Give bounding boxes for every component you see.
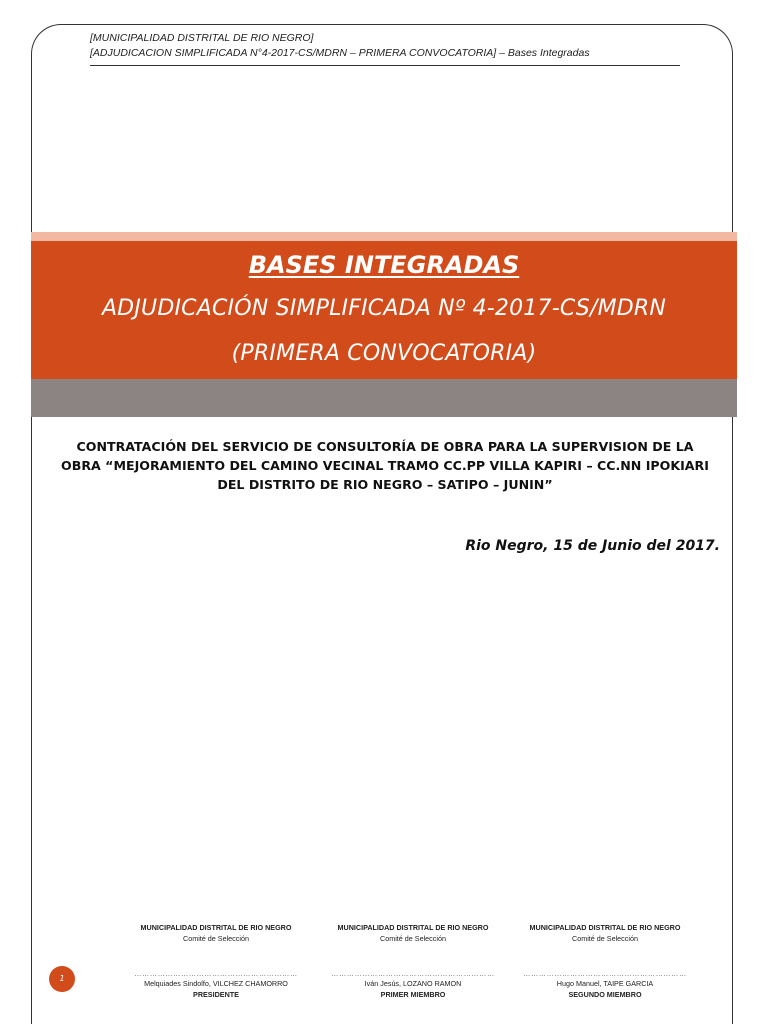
signature-role: PRIMER MIEMBRO: [380, 990, 446, 999]
document-date: Rio Negro, 15 de Junio del 2017.: [465, 538, 720, 554]
contract-description: [34, 437, 736, 494]
procedure-number: ADJUDICACIÓN SIMPLIFICADA Nº 4-2017-CS/MDRN: [101, 296, 667, 321]
signature-org: MUNICIPALIDAD DISTRITAL DE RIO NEGRO: [529, 923, 681, 932]
header-line-1: [MUNICIPALIDAD DISTRITAL DE RIO NEGRO]: [90, 32, 314, 44]
signature-block-first-member: [313, 922, 513, 1000]
signature-committee: Comité de Selección: [183, 934, 249, 943]
description-line-2: OBRA “MEJORAMIENTO DEL CAMINO VECINAL TRAMO CC.PP VILLA KAPIRI – CC.NN IPOKIARI: [61, 458, 709, 473]
signature-line: ………………………………………………………: [331, 969, 495, 978]
page-number-badge: 1: [49, 966, 75, 992]
signature-role: PRESIDENTE: [193, 990, 239, 999]
header-divider: [90, 65, 680, 66]
signature-committee: Comité de Selección: [380, 934, 446, 943]
signature-org: MUNICIPALIDAD DISTRITAL DE RIO NEGRO: [140, 923, 292, 932]
signature-line: ………………………………………………………: [523, 969, 687, 978]
signature-name: Iván Jesús, LOZANO RAMON: [364, 979, 462, 988]
header-line-2: [ADJUDICACION SIMPLIFICADA N°4-2017-CS/MDRN – PRIMERA CONVOCATORIA] – Bases Integradas: [90, 47, 590, 59]
signature-name: Hugo Manuel, TAIPE GARCIA: [556, 979, 654, 988]
document-title: BASES INTEGRADAS: [248, 251, 520, 279]
signature-org: MUNICIPALIDAD DISTRITAL DE RIO NEGRO: [337, 923, 489, 932]
signature-name: Melquiades Sindolfo, VILCHEZ CHAMORRO: [144, 979, 288, 988]
banner-top-stripe: [31, 232, 737, 241]
running-header: [90, 31, 680, 61]
description-line-1: CONTRATACIÓN DEL SERVICIO DE CONSULTORÍA DE OBRA PARA LA SUPERVISION DE LA: [76, 439, 694, 454]
signature-block-second-member: [505, 922, 705, 1000]
description-line-3: DEL DISTRITO DE RIO NEGRO – SATIPO – JUNIN”: [217, 477, 553, 492]
page-frame: [31, 24, 733, 1024]
banner-gray-stripe: [31, 379, 737, 417]
signature-role: SEGUNDO MIEMBRO: [568, 990, 642, 999]
signature-block-president: [116, 922, 316, 1000]
signature-committee: Comité de Selección: [572, 934, 638, 943]
convocatoria-label: (PRIMERA CONVOCATORIA): [231, 341, 537, 366]
signature-line: ………………………………………………………: [134, 969, 298, 978]
